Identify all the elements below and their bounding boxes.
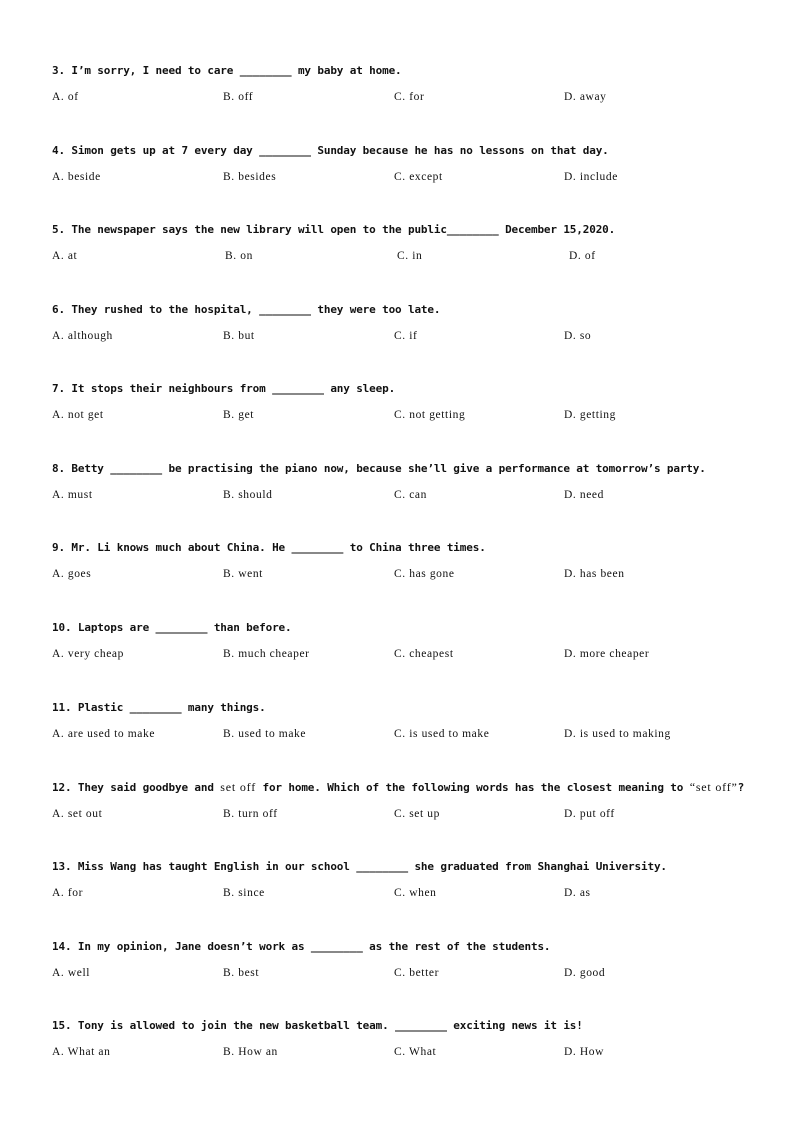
option-a: A. goes — [52, 568, 92, 580]
question-5 — [52, 223, 752, 263]
option-c: C. has gone — [394, 568, 455, 580]
option-b: B. turn off — [223, 808, 278, 820]
option-d: D. away — [564, 91, 607, 103]
option-d: D. is used to making — [564, 728, 671, 740]
option-row — [52, 488, 752, 502]
option-row — [52, 1045, 752, 1059]
option-c: C. for — [394, 91, 425, 103]
question-11 — [52, 701, 752, 741]
option-a: A. set out — [52, 808, 103, 820]
question-12 — [52, 780, 752, 821]
question-stem: 6. They rushed to the hospital, ________ they were too late. — [52, 303, 441, 316]
option-c: C. not getting — [394, 409, 466, 421]
option-c: C. except — [394, 171, 443, 183]
option-c: C. if — [394, 330, 418, 342]
option-row — [52, 408, 752, 422]
question-stem: 9. Mr. Li knows much about China. He ________ to China three times. — [52, 541, 486, 554]
option-c: C. What — [394, 1046, 437, 1058]
option-a: A. very cheap — [52, 648, 124, 660]
option-b: B. but — [223, 330, 255, 342]
option-b: B. best — [223, 967, 260, 979]
option-row — [52, 170, 752, 184]
option-c: C. better — [394, 967, 439, 979]
question-stem: 8. Betty ________ be practising the piano now, because she’ll give a performance at tomorrow’s party. — [52, 462, 706, 475]
question-stem: 13. Miss Wang has taught English in our school ________ she graduated from Shanghai University. — [52, 860, 667, 873]
option-row — [52, 249, 752, 263]
question-stem — [52, 780, 752, 795]
option-b: B. get — [223, 409, 255, 421]
option-c: C. set up — [394, 808, 440, 820]
question-stem: 11. Plastic ________ many things. — [52, 701, 266, 714]
question-13 — [52, 860, 752, 900]
option-d: D. good — [564, 967, 606, 979]
stem-part: for home. Which of the following words has the closest meaning to — [256, 781, 690, 794]
option-row — [52, 329, 752, 343]
option-a: A. What an — [52, 1046, 111, 1058]
question-8 — [52, 462, 752, 502]
quoted-phrase-set-off: “set off” — [689, 780, 738, 794]
question-stem: 3. I’m sorry, I need to care ________ my baby at home. — [52, 64, 402, 77]
option-c: C. is used to make — [394, 728, 490, 740]
question-6 — [52, 303, 752, 343]
question-stem: 4. Simon gets up at 7 every day ________ Sunday because he has no lessons on that day. — [52, 144, 609, 157]
option-c: C. in — [397, 250, 423, 262]
option-a: A. at — [52, 250, 78, 262]
option-d: D. has been — [564, 568, 625, 580]
option-row — [52, 567, 752, 581]
option-d: D. How — [564, 1046, 605, 1058]
option-row — [52, 647, 752, 661]
option-row — [52, 90, 752, 104]
question-7 — [52, 382, 752, 422]
question-10 — [52, 621, 752, 661]
option-b: B. used to make — [223, 728, 307, 740]
option-c: C. can — [394, 489, 427, 501]
option-c: C. cheapest — [394, 648, 454, 660]
option-row — [52, 886, 752, 900]
question-4 — [52, 144, 752, 184]
option-a: A. beside — [52, 171, 101, 183]
question-stem: 10. Laptops are ________ than before. — [52, 621, 292, 634]
option-d: D. as — [564, 887, 591, 899]
option-a: A. are used to make — [52, 728, 156, 740]
option-d: D. more cheaper — [564, 648, 650, 660]
question-3 — [52, 64, 752, 104]
option-b: B. besides — [223, 171, 277, 183]
question-9 — [52, 541, 752, 581]
option-a: A. of — [52, 91, 79, 103]
question-stem: 5. The newspaper says the new library will open to the public________ December 15,2020. — [52, 223, 616, 236]
option-b: B. off — [223, 91, 254, 103]
phrase-set-off: set off — [220, 780, 257, 794]
option-c: C. when — [394, 887, 437, 899]
option-a: A. for — [52, 887, 84, 899]
question-stem: 15. Tony is allowed to join the new basketball team. ________ exciting news it is! — [52, 1019, 583, 1032]
option-a: A. not get — [52, 409, 104, 421]
option-d: D. of — [569, 250, 596, 262]
option-row — [52, 807, 752, 821]
option-d: D. include — [564, 171, 618, 183]
option-row — [52, 727, 752, 741]
option-d: D. so — [564, 330, 592, 342]
stem-part: 12. They said goodbye and — [52, 781, 221, 794]
question-14 — [52, 940, 752, 980]
option-d: D. put off — [564, 808, 615, 820]
option-a: A. although — [52, 330, 113, 342]
option-a: A. must — [52, 489, 93, 501]
stem-part: ? — [737, 781, 745, 794]
option-d: D. getting — [564, 409, 616, 421]
option-row — [52, 966, 752, 980]
option-b: B. went — [223, 568, 263, 580]
option-b: B. should — [223, 489, 273, 501]
question-stem: 14. In my opinion, Jane doesn’t work as ________ as the rest of the students. — [52, 940, 551, 953]
option-b: B. much cheaper — [223, 648, 310, 660]
option-b: B. on — [225, 250, 253, 262]
option-a: A. well — [52, 967, 91, 979]
question-15 — [52, 1019, 752, 1059]
option-b: B. since — [223, 887, 265, 899]
question-stem: 7. It stops their neighbours from ________ any sleep. — [52, 382, 396, 395]
option-b: B. How an — [223, 1046, 278, 1058]
option-d: D. need — [564, 489, 604, 501]
